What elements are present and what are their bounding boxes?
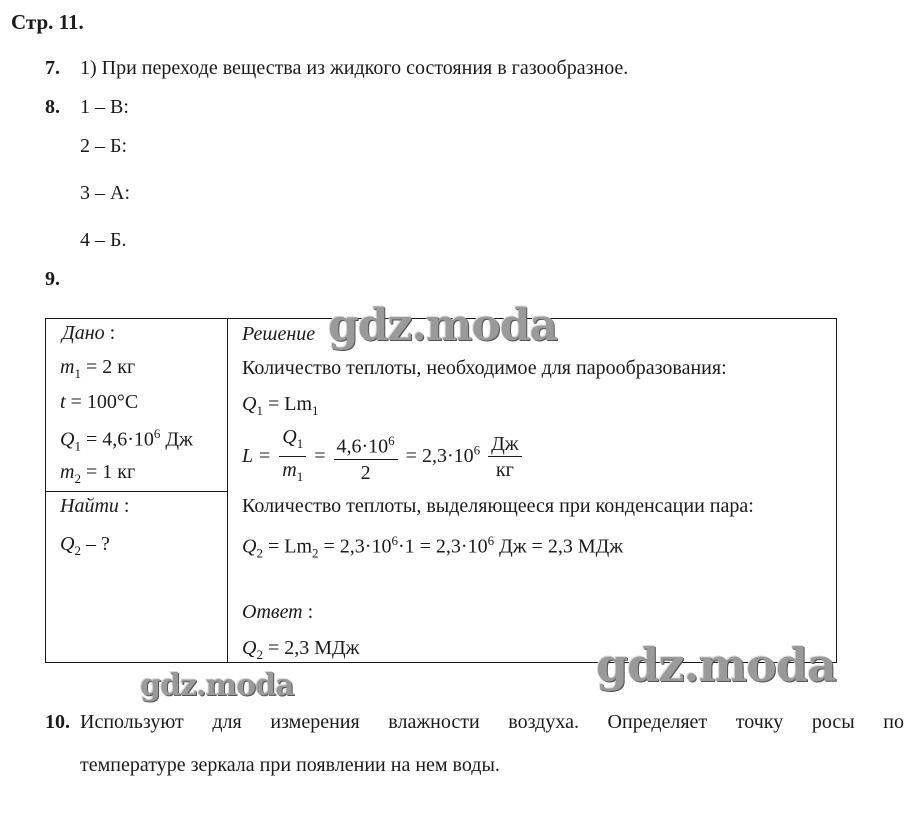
- given-q1: $Q_1 = 4,6\cdot 10^6$ Дж: [60, 426, 193, 454]
- given-m1: $m_1 = 2$ кг: [60, 356, 136, 381]
- formula-q2: $Q_2 = Lm_2 = 2,3\cdot 10^6\cdot 1 = 2,3\cdot 10^6$ Дж = 2,3 МДж: [242, 533, 624, 561]
- solution-table: [45, 318, 837, 663]
- solution-line-1: Количество теплоты, необходимое для парообразования:: [242, 357, 727, 379]
- question-7-number: 7.: [45, 57, 60, 79]
- given-heading: Дано :: [62, 322, 116, 344]
- given-temperature: t = 100°С: [60, 391, 139, 413]
- question-8-item: 1 – В:: [80, 96, 129, 118]
- question-10-number: 10.: [45, 711, 70, 733]
- question-8-item: 2 – Б:: [80, 135, 128, 157]
- solution-heading: Решение: [242, 323, 316, 345]
- watermark: gdz.moda: [328, 300, 558, 351]
- solution-line-2: Количество теплоты, выделяющееся при конденсации пара:: [242, 495, 754, 517]
- question-8-item: 3 – А:: [80, 182, 130, 204]
- given-m2: $m_2 = 1$ кг: [60, 461, 136, 486]
- table-divider-horizontal: [46, 491, 228, 492]
- page-title: Стр. 11.: [11, 10, 84, 34]
- find-heading: Найти :: [60, 495, 130, 517]
- answer-value: $Q_2 = 2,3$ МДж: [242, 637, 360, 662]
- answer-heading: Ответ :: [242, 601, 314, 623]
- watermark: gdz.moda: [596, 638, 836, 692]
- fraction-values: $\frac{4,6\cdot 10^6}{2}$: [334, 429, 398, 486]
- question-10-answer-line-2: температуре зеркала при появлении на нем воды.: [80, 754, 500, 776]
- fraction-unit: $\frac{Дж}{кг}$: [488, 432, 521, 483]
- formula-l: L = $\frac{Q_1}{m_1}$ = $\frac{4,6\cdot 10^6}{2}$ = $2,3\cdot 10^6$ $\frac{Дж}{кг}$: [242, 425, 525, 490]
- watermark: gdz.moda: [140, 668, 294, 703]
- question-8-item: 4 – Б.: [80, 229, 127, 251]
- question-10-answer-line-1: Используют для измерения влажности воздуха. Определяет точку росы по: [80, 711, 904, 733]
- find-q2: $Q_2$ – ?: [60, 533, 110, 558]
- question-8-number: 8.: [45, 96, 60, 118]
- question-7-answer: 1) При переходе вещества из жидкого состояния в газообразное.: [80, 57, 629, 79]
- formula-q1: $Q_1 = Lm_1$: [242, 393, 319, 418]
- question-9-number: 9.: [45, 268, 60, 290]
- fraction-q1-over-m1: $\frac{Q_1}{m_1}$: [279, 425, 306, 490]
